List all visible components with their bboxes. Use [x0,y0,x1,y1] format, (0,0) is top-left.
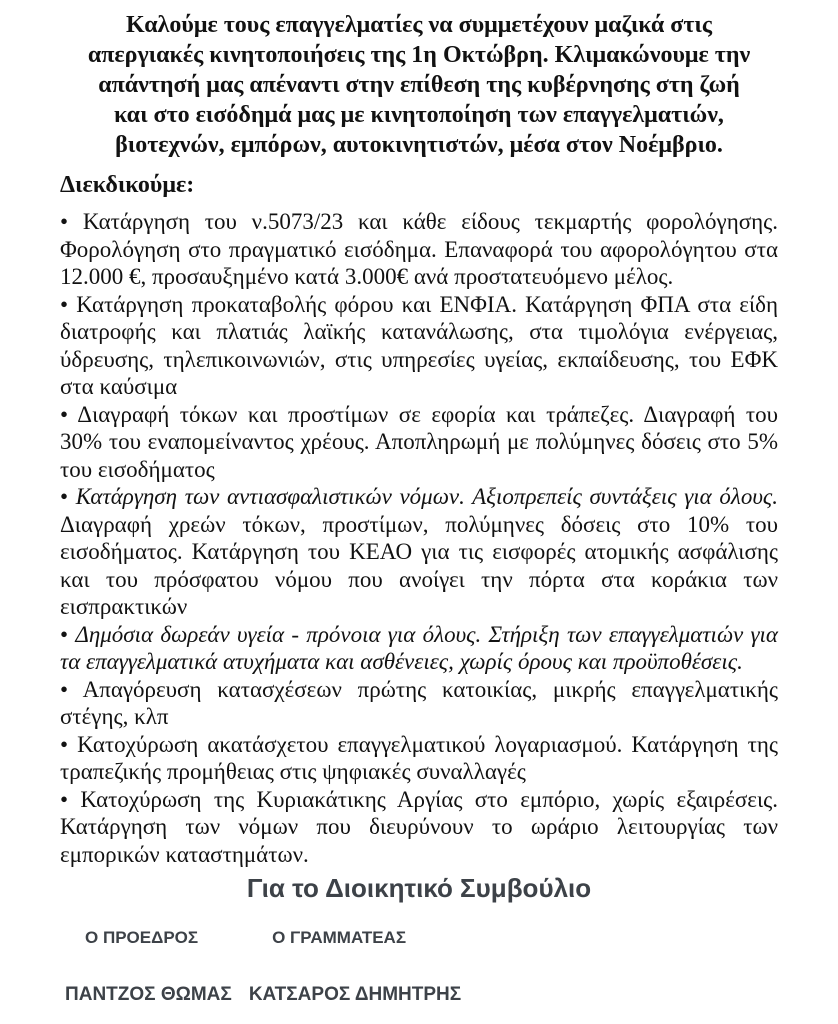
demand-text: Διαγραφή τόκων και προστίμων σε εφορία και τράπεζες. Διαγραφή του 30% του εναπομείναντος χρέους. Αποπληρωμή με πολύμηνες δόσεις στο 5% του εισοδήματος [60,401,778,482]
demand-text: Απαγόρευση κατασχέσεων πρώτης κατοικίας, μικρής επαγγελματικής στέγης, κλπ [60,676,779,729]
bullet-icon: • [60,731,69,757]
secretary-name: ΚΑΤΣΑΡΟΣ ΔΗΜΗΤΡΗΣ [248,984,462,1005]
demand-text: Κατάργηση του ν.5073/23 και κάθε είδους τεκμαρτής φορολόγησης. Φορολόγηση στο πραγματικό εισόδημα. Επαναφορά του αφορολόγητου στα 12.000 €, προσαυξημένο κατά 3.000€ ανά προστατευόμενο μέλος. [60,209,779,289]
demand-item [60,786,778,869]
signature-titles-row [85,928,838,948]
bullet-icon: • [60,209,69,234]
bullet-icon: • [60,484,69,509]
intro-line: απεργιακές κινητοποιήσεις της 1η Οκτώβρη. Κλιμακώνουμε την [87,42,751,68]
president-name: ΠΑΝΤΖΟΣ ΘΩΜΑΣ [65,984,232,1005]
demand-item [60,401,778,484]
demand-item [60,291,778,401]
intro-line: και στο εισόδημά μας με κινητοποίηση των επαγγελματιών, [114,102,724,128]
demand-item [60,676,778,731]
signature-names-row [65,984,838,1006]
bullet-icon: • [60,621,69,647]
demand-text: Κατοχύρωση της Κυριακάτικης Αργίας στο εμπόριο, χωρίς εξαιρέσεις. Κατάργηση των νόμων που διευρύνουν το ωράριο λειτουργίας των εμπορικών καταστημάτων. [60,786,779,867]
demands-list [60,208,778,868]
demand-item [60,621,778,676]
demand-item [60,483,778,621]
intro-line: απάντησή μας απέναντι στην επίθεση της κυβέρνησης στη ζωή [98,72,740,98]
bullet-icon: • [60,291,69,317]
demand-text: Κατάργηση προκαταβολής φόρου και ΕΝΦΙΑ. Κατάργηση ΦΠΑ στα είδη διατροφής και πλατιάς λαϊκής κατανάλωσης, στα τιμολόγια ενέργειας, ύδρευσης, τηλεπικοινωνιών, στις υπηρεσίες υγείας, εκπαίδευσης, του ΕΦΚ στα καύσιμα [60,291,779,399]
demand-text-italic: Δημόσια δωρεάν υγεία - πρόνοια για όλους. Στήριξη των επαγγελματιών για τα επαγγελματικά ατυχήματα και ασθένειες, χωρίς όρους και προϋποθέσεις. [60,621,779,674]
intro-line: Καλούμε τους επαγγελματίες να συμμετέχουν μαζικά στις [125,12,712,38]
demand-item [60,208,778,291]
demand-text: Κατοχύρωση ακατάσχετου επαγγελματικού λογαριασμού. Κατάργηση της τραπεζικής προμήθειας στις ψηφιακές συναλλαγές [60,731,778,784]
board-closing-line: Για το Διοικητικό Συμβούλιο [246,873,592,903]
secretary-label: Ο ΓΡΑΜΜΑΤΕΑΣ [272,928,407,947]
intro-line: βιοτεχνών, εμπόρων, αυτοκινητιστών, μέσα στον Νοέμβριο. [115,132,723,158]
bullet-icon: • [60,676,69,702]
president-label: Ο ΠΡΟΕΔΡΟΣ [85,928,199,947]
bullet-icon: • [60,401,69,427]
intro-paragraph [14,10,824,160]
demand-text-italic: Κατάργηση των αντιασφαλιστικών νόμων. Αξιοπρεπείς συντάξεις για όλους. [75,484,779,509]
demand-text: Διαγραφή χρεών τόκων, προστίμων, πολύμηνες δόσεις στο 10% του εισοδήματος. Κατάργηση του ΚΕΑΟ για τις εισφορές ατομικής ασφάλισης και του πρόσφατου νόμου που ανοίγει την πόρτα στα κοράκια των εισπρακτικών [60,511,778,619]
demands-heading: Διεκδικούμε: [60,172,195,198]
bullet-icon: • [60,786,69,812]
demand-item [60,731,778,786]
